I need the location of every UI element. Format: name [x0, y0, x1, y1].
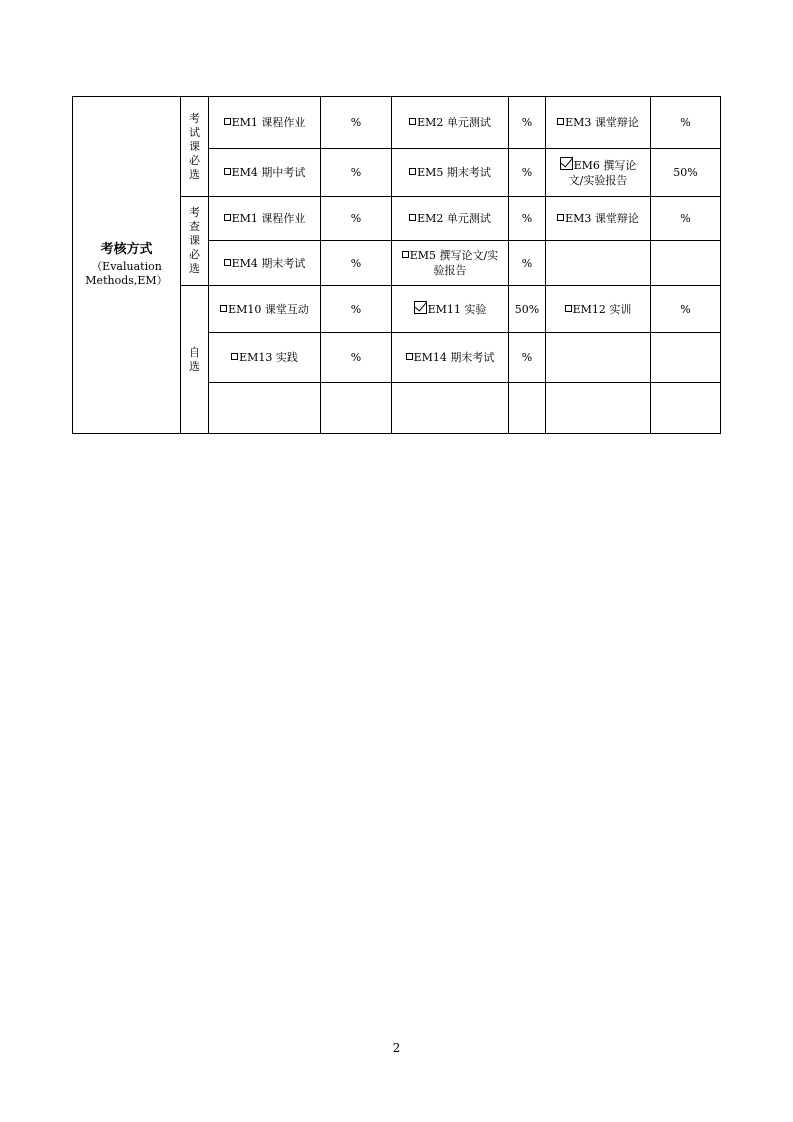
empty-cell — [546, 383, 651, 434]
checkbox-icon[interactable] — [409, 168, 416, 175]
option-em1-homework[interactable]: EM1 课程作业 — [209, 97, 321, 149]
empty-cell — [651, 383, 721, 434]
checkbox-icon[interactable] — [409, 118, 416, 125]
option-em12-training[interactable]: EM12 实训 — [546, 286, 651, 333]
empty-cell — [651, 241, 721, 286]
checkbox-icon[interactable] — [565, 305, 572, 312]
option-em2-unit-test[interactable]: EM2 单元测试 — [392, 97, 509, 149]
checkbox-icon[interactable] — [406, 353, 413, 360]
evaluation-methods-heading — [73, 97, 181, 434]
percent-cell: % — [321, 286, 392, 333]
checkbox-icon[interactable] — [220, 305, 227, 312]
percent-cell: % — [651, 286, 721, 333]
checkbox-icon[interactable] — [557, 214, 564, 221]
empty-cell — [546, 333, 651, 383]
page-number: 2 — [392, 1041, 401, 1055]
group-label-check: 考查课必选 — [181, 197, 209, 286]
empty-cell — [321, 383, 392, 434]
empty-cell — [209, 383, 321, 434]
checkbox-icon[interactable] — [557, 118, 564, 125]
heading-english-1: （Evaluation — [91, 260, 162, 273]
checkbox-icon[interactable] — [224, 259, 231, 266]
percent-cell: % — [651, 97, 721, 149]
option-em6-paper-report[interactable]: EM6 撰写论 文/实验报告 — [546, 149, 651, 197]
percent-cell: 50% — [509, 286, 546, 333]
option-em4-midterm[interactable]: EM4 期中考试 — [209, 149, 321, 197]
percent-cell: % — [321, 197, 392, 241]
checkbox-icon[interactable] — [409, 214, 416, 221]
checked-box-icon[interactable] — [560, 157, 573, 170]
percent-cell: % — [321, 149, 392, 197]
empty-cell — [509, 383, 546, 434]
group-label-optional: 自选 — [181, 286, 209, 434]
percent-cell: % — [651, 197, 721, 241]
group-label-exam: 考试课必选 — [181, 97, 209, 197]
option-em5-final-exam[interactable]: EM5 期末考试 — [392, 149, 509, 197]
checked-box-icon[interactable] — [414, 301, 427, 314]
option-em5-paper-report[interactable]: EM5 撰写论文/实 验报告 — [392, 241, 509, 286]
option-em1-homework[interactable]: EM1 课程作业 — [209, 197, 321, 241]
option-em14-final-exam[interactable]: EM14 期末考试 — [392, 333, 509, 383]
empty-cell — [651, 333, 721, 383]
checkbox-icon[interactable] — [224, 214, 231, 221]
heading-english-2: Methods,EM） — [85, 274, 168, 287]
checkbox-icon[interactable] — [402, 251, 409, 258]
checkbox-icon[interactable] — [224, 168, 231, 175]
percent-cell: % — [321, 241, 392, 286]
option-em11-experiment[interactable]: EM11 实验 — [392, 286, 509, 333]
option-em13-practice[interactable]: EM13 实践 — [209, 333, 321, 383]
option-em2-unit-test[interactable]: EM2 单元测试 — [392, 197, 509, 241]
percent-cell: % — [509, 333, 546, 383]
empty-cell — [392, 383, 509, 434]
evaluation-methods-table — [72, 96, 721, 434]
option-em4-final-exam[interactable]: EM4 期末考试 — [209, 241, 321, 286]
percent-cell: % — [509, 197, 546, 241]
option-em3-debate[interactable]: EM3 课堂辩论 — [546, 197, 651, 241]
heading-main: 考核方式 — [100, 242, 153, 257]
percent-cell: % — [509, 97, 546, 149]
option-em10-interaction[interactable]: EM10 课堂互动 — [209, 286, 321, 333]
percent-cell: % — [321, 97, 392, 149]
checkbox-icon[interactable] — [224, 118, 231, 125]
percent-cell: % — [321, 333, 392, 383]
empty-cell — [546, 241, 651, 286]
option-em3-debate[interactable]: EM3 课堂辩论 — [546, 97, 651, 149]
percent-cell: % — [509, 149, 546, 197]
percent-cell: 50% — [651, 149, 721, 197]
percent-cell: % — [509, 241, 546, 286]
checkbox-icon[interactable] — [231, 353, 238, 360]
table-row — [73, 97, 721, 149]
